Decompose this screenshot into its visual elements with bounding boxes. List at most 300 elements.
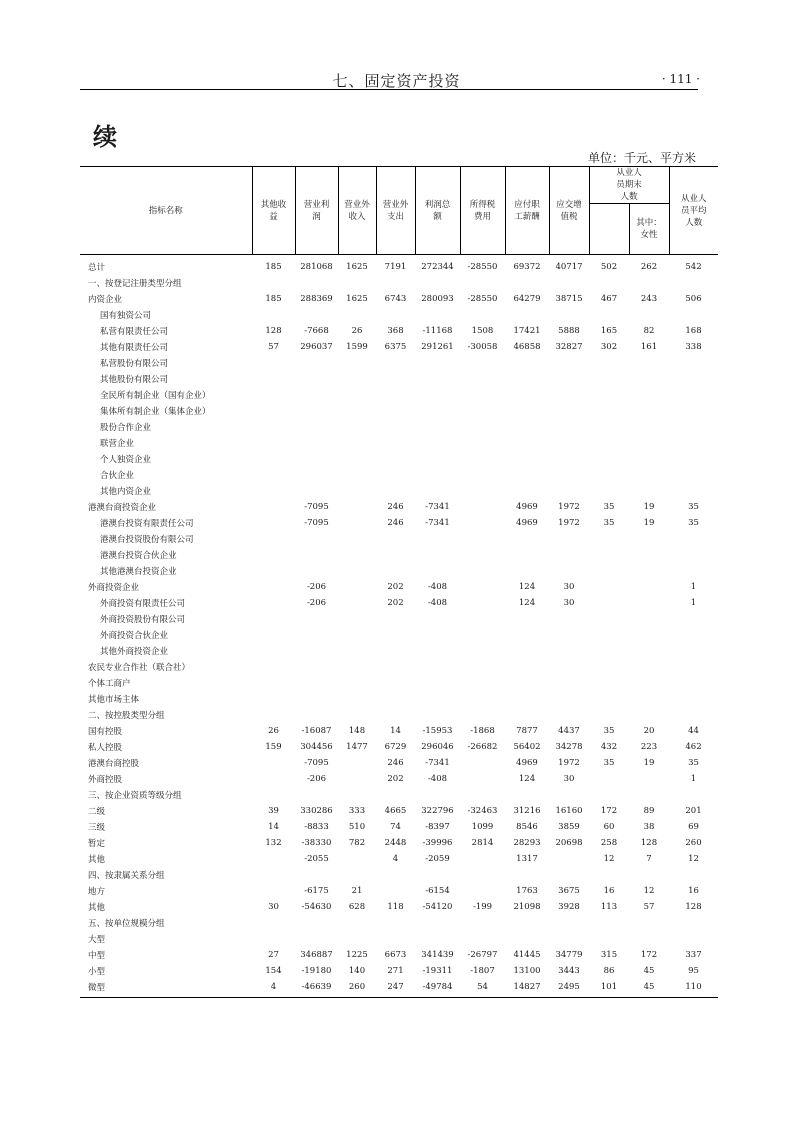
table-cell: [589, 579, 629, 595]
table-cell: [629, 627, 669, 643]
table-cell: [338, 563, 376, 579]
table-row: [80, 371, 718, 387]
table-cell: 223: [640, 742, 658, 752]
table-cell: [549, 547, 589, 563]
table-cell: 258: [600, 838, 618, 848]
table-cell: [505, 563, 549, 579]
table-cell: 337: [685, 950, 702, 960]
table-cell: 281068: [295, 255, 338, 276]
table-cell: 128: [640, 838, 658, 848]
table-row: [80, 915, 718, 931]
table-cell: [669, 611, 718, 627]
table-cell: [376, 867, 415, 883]
table-cell: [415, 675, 460, 691]
table-cell: -7341: [425, 518, 450, 528]
table-cell: [376, 547, 415, 563]
table-cell: [338, 355, 376, 371]
section-title: 七、固定资产投资: [332, 72, 461, 90]
table-cell: [669, 419, 718, 435]
table-cell: [669, 483, 718, 499]
table-cell: [460, 371, 505, 387]
table-cell: 1972: [558, 502, 580, 512]
table-cell: [376, 419, 415, 435]
table-cell: [338, 915, 376, 931]
table-cell: 57: [643, 902, 655, 912]
table-cell: 4969: [516, 518, 538, 528]
table-cell: [589, 547, 629, 563]
table-cell: 110: [669, 979, 718, 998]
table-cell: 124: [518, 774, 536, 784]
table-cell: 35: [688, 518, 699, 528]
table-cell: [295, 387, 338, 403]
row-label: 中型: [88, 951, 106, 961]
table-cell: 432: [600, 742, 618, 752]
col-header-payroll: 应付职 工薪酬: [505, 167, 549, 255]
table-cell: [505, 787, 549, 803]
table-cell: -32463: [467, 806, 498, 816]
table-cell: 288369: [300, 294, 333, 304]
table-row: [80, 835, 718, 851]
table-cell: 1972: [558, 758, 580, 768]
table-cell: 4437: [558, 726, 580, 736]
row-label: 农民专业合作社（联合社）: [88, 663, 191, 673]
table-cell: 1317: [516, 854, 538, 864]
table-cell: [415, 547, 460, 563]
table-cell: [415, 931, 460, 947]
row-label: 其他股份有限公司: [100, 375, 169, 385]
table-cell: [629, 307, 669, 323]
table-cell: [338, 675, 376, 691]
table-cell: [415, 787, 460, 803]
table-row: [80, 867, 718, 883]
table-cell: [460, 867, 505, 883]
table-cell: [376, 307, 415, 323]
table-cell: 2495: [549, 979, 589, 998]
table-cell: [338, 867, 376, 883]
table-cell: [252, 483, 295, 499]
table-cell: [549, 851, 589, 867]
row-label: 股份合作企业: [100, 423, 152, 433]
col-header-operating-profit: 营业利 润: [295, 167, 338, 255]
table-cell: 1: [690, 598, 697, 608]
table-cell: 31216: [513, 806, 541, 816]
table-cell: [376, 531, 415, 547]
table-cell: [589, 563, 629, 579]
table-cell: [338, 515, 376, 531]
table-cell: [415, 371, 460, 387]
table-cell: -30058: [467, 342, 498, 352]
table-cell: [295, 275, 338, 291]
table-cell: [376, 915, 415, 931]
table-cell: [338, 611, 376, 627]
table-cell: [549, 451, 589, 467]
table-cell: [549, 467, 589, 483]
table-cell: -16087: [301, 726, 332, 736]
table-cell: [669, 691, 718, 707]
table-cell: [589, 611, 629, 627]
table-cell: 57: [268, 342, 279, 352]
table-cell: -7341: [425, 502, 450, 512]
table-cell: [252, 595, 295, 611]
table-cell: 260: [338, 979, 376, 998]
table-cell: 462: [685, 742, 702, 752]
table-cell: [252, 643, 295, 659]
table-cell: 165: [600, 326, 618, 336]
table-cell: -46639: [295, 979, 338, 998]
table-cell: [460, 531, 505, 547]
table-cell: [338, 851, 376, 867]
table-cell: -28550: [467, 294, 498, 304]
table-cell: [252, 275, 295, 291]
table-cell: [252, 627, 295, 643]
table-cell: [252, 659, 295, 675]
table-cell: 1763: [516, 886, 538, 896]
table-cell: [460, 707, 505, 723]
table-cell: [295, 691, 338, 707]
table-cell: 202: [387, 774, 404, 784]
table-cell: 506: [685, 294, 702, 304]
table-row: [80, 819, 718, 835]
row-label: 其他市场主体: [88, 695, 140, 705]
table-cell: 2814: [471, 838, 494, 848]
table-cell: 35: [603, 502, 615, 512]
table-cell: [252, 563, 295, 579]
table-cell: 201: [685, 806, 702, 816]
col-header-employees-avg: 从业人 员平均 人数: [669, 167, 718, 255]
table-cell: 35: [688, 758, 699, 768]
table-cell: [460, 675, 505, 691]
table-cell: 202: [387, 598, 404, 608]
table-cell: 262: [629, 255, 669, 276]
table-row: [80, 931, 718, 947]
table-cell: 296037: [300, 342, 333, 352]
table-cell: 45: [629, 979, 669, 998]
col-header-vat: 应交增 值税: [549, 167, 589, 255]
table-cell: [376, 387, 415, 403]
table-cell: [295, 787, 338, 803]
table-cell: 1477: [346, 742, 368, 752]
row-label: 五、按单位规模分组: [88, 919, 165, 929]
table-cell: 6743: [384, 294, 407, 304]
row-label: 集体所有制企业（集体企业）: [100, 407, 211, 417]
table-cell: 35: [688, 502, 699, 512]
table-cell: 118: [387, 902, 404, 912]
row-label: 港澳台投资股份有限公司: [100, 535, 194, 545]
table-cell: 12: [643, 886, 655, 896]
table-cell: [669, 627, 718, 643]
table-cell: [629, 275, 669, 291]
row-label: 外商投资股份有限公司: [100, 615, 186, 625]
table-cell: [252, 355, 295, 371]
table-cell: 19: [643, 518, 655, 528]
table-cell: [460, 851, 505, 867]
table-cell: [589, 931, 629, 947]
table-cell: 246: [387, 518, 404, 528]
table-cell: 1508: [471, 326, 494, 336]
table-cell: 322796: [421, 806, 454, 816]
table-cell: [376, 707, 415, 723]
statistics-table: [80, 166, 718, 998]
table-cell: 330286: [300, 806, 333, 816]
table-cell: [460, 595, 505, 611]
table-row: [80, 547, 718, 563]
table-cell: [629, 675, 669, 691]
table-cell: [338, 659, 376, 675]
table-cell: [589, 435, 629, 451]
table-cell: 14: [390, 726, 401, 736]
table-cell: [589, 595, 629, 611]
table-cell: -19180: [301, 966, 332, 976]
table-cell: [629, 867, 669, 883]
table-cell: [589, 915, 629, 931]
table-cell: [338, 387, 376, 403]
table-cell: [338, 531, 376, 547]
table-cell: [252, 307, 295, 323]
table-cell: -2059: [425, 854, 450, 864]
table-cell: 542: [669, 255, 718, 276]
col-header-female: 其中： 女性: [629, 204, 669, 255]
table-cell: -199: [472, 902, 493, 912]
table-cell: [589, 483, 629, 499]
table-cell: [549, 643, 589, 659]
table-row: [80, 899, 718, 915]
table-cell: [460, 611, 505, 627]
table-row: [80, 723, 718, 739]
table-cell: -2055: [304, 854, 329, 864]
row-label: 四、按隶属关系分组: [88, 871, 165, 881]
table-row: [80, 771, 718, 787]
table-cell: [589, 707, 629, 723]
table-cell: [252, 371, 295, 387]
table-cell: 1972: [558, 518, 580, 528]
table-cell: [629, 931, 669, 947]
table-cell: [295, 611, 338, 627]
table-row: [80, 467, 718, 483]
table-cell: 19: [643, 502, 655, 512]
table-cell: [376, 355, 415, 371]
table-cell: [338, 307, 376, 323]
row-label: 三、按企业资质等级分组: [88, 791, 182, 801]
row-label: 港澳台投资有限责任公司: [100, 519, 194, 529]
table-cell: [460, 643, 505, 659]
table-cell: 30: [563, 774, 575, 784]
table-cell: 185: [252, 255, 295, 276]
table-cell: 20: [643, 726, 655, 736]
table-cell: [376, 627, 415, 643]
table-cell: [460, 307, 505, 323]
table-cell: [589, 771, 629, 787]
table-cell: [338, 595, 376, 611]
table-cell: [252, 403, 295, 419]
table-cell: [669, 659, 718, 675]
table-cell: -7341: [425, 758, 450, 768]
table-cell: [415, 563, 460, 579]
table-cell: [415, 435, 460, 451]
table-cell: [415, 611, 460, 627]
table-cell: [252, 755, 295, 771]
table-cell: [589, 307, 629, 323]
table-cell: 32827: [555, 342, 583, 352]
table-cell: -8397: [425, 822, 450, 832]
table-cell: [295, 419, 338, 435]
row-label: 个体工商户: [88, 679, 131, 689]
table-cell: 95: [688, 966, 699, 976]
table-cell: [629, 531, 669, 547]
table-cell: [338, 371, 376, 387]
table-cell: [415, 403, 460, 419]
table-cell: -408: [427, 582, 448, 592]
table-cell: -8833: [304, 822, 329, 832]
col-header-employees-end: 从业人 员期末 人数: [589, 167, 669, 204]
table-cell: [252, 531, 295, 547]
table-row: [80, 531, 718, 547]
table-cell: [549, 675, 589, 691]
table-cell: [629, 435, 669, 451]
table-cell: [589, 355, 629, 371]
table-cell: [549, 915, 589, 931]
table-cell: 82: [643, 326, 655, 336]
table-row: [80, 275, 718, 291]
header-divider: [80, 89, 698, 90]
table-cell: [252, 387, 295, 403]
table-cell: 3675: [558, 886, 580, 896]
table-cell: [629, 419, 669, 435]
table-cell: [295, 915, 338, 931]
table-cell: 7877: [516, 726, 538, 736]
table-cell: [338, 483, 376, 499]
table-cell: [295, 707, 338, 723]
table-row: [80, 851, 718, 867]
table-row: [80, 403, 718, 419]
table-cell: [669, 531, 718, 547]
continued-label: 续: [93, 122, 117, 151]
table-cell: 38715: [555, 294, 583, 304]
table-cell: [629, 771, 669, 787]
table-cell: -54120: [422, 902, 453, 912]
table-cell: [589, 371, 629, 387]
table-cell: [549, 419, 589, 435]
row-label: 外商投资有限责任公司: [100, 599, 186, 609]
row-label: 其他: [88, 855, 106, 865]
table-cell: [338, 403, 376, 419]
table-cell: [376, 659, 415, 675]
table-cell: 7191: [376, 255, 415, 276]
table-cell: 2448: [384, 838, 407, 848]
table-cell: [629, 371, 669, 387]
row-label: 三级: [88, 823, 106, 833]
table-cell: 69372: [505, 255, 549, 276]
table-cell: [415, 419, 460, 435]
row-label: 个人独资企业: [100, 455, 152, 465]
table-cell: 12: [688, 854, 699, 864]
table-cell: [549, 707, 589, 723]
table-cell: [415, 707, 460, 723]
table-cell: [505, 915, 549, 931]
table-cell: [629, 355, 669, 371]
table-cell: -6154: [425, 886, 450, 896]
row-label: 外商投资企业: [88, 583, 140, 593]
col-header-total-profit: 利润总 额: [415, 167, 460, 255]
table-cell: [589, 675, 629, 691]
table-cell: -54630: [301, 902, 332, 912]
table-cell: [549, 563, 589, 579]
row-label: 其他外商投资企业: [100, 647, 169, 657]
table-cell: [629, 547, 669, 563]
table-cell: 338: [685, 342, 702, 352]
table-cell: [252, 419, 295, 435]
table-cell: 315: [600, 950, 618, 960]
table-cell: 69: [688, 822, 699, 832]
table-cell: [460, 883, 505, 899]
row-label: 全民所有制企业（国有企业）: [100, 391, 211, 401]
table-cell: 782: [348, 838, 366, 848]
table-row: [80, 419, 718, 435]
table-cell: [338, 643, 376, 659]
col-header-income-tax: 所得税 费用: [460, 167, 505, 255]
table-cell: [295, 483, 338, 499]
table-cell: 28293: [513, 838, 541, 848]
table-cell: -26797: [467, 950, 498, 960]
table-cell: [252, 515, 295, 531]
col-header-non-op-expense: 营业外 支出: [376, 167, 415, 255]
table-cell: [415, 307, 460, 323]
table-cell: [549, 611, 589, 627]
table-cell: [629, 691, 669, 707]
table-cell: [629, 611, 669, 627]
table-row: [80, 963, 718, 979]
table-cell: [669, 547, 718, 563]
table-cell: [505, 643, 549, 659]
table-cell: [295, 451, 338, 467]
table-cell: 161: [640, 342, 658, 352]
table-cell: [505, 371, 549, 387]
table-cell: [549, 307, 589, 323]
table-cell: 260: [685, 838, 702, 848]
table-cell: [460, 771, 505, 787]
table-cell: [460, 691, 505, 707]
table-cell: [376, 787, 415, 803]
table-cell: [252, 883, 295, 899]
table-cell: 34278: [555, 742, 583, 752]
table-cell: [338, 707, 376, 723]
table-cell: [376, 675, 415, 691]
table-cell: [669, 915, 718, 931]
table-cell: [629, 483, 669, 499]
table-cell: 243: [640, 294, 658, 304]
table-cell: [549, 931, 589, 947]
table-cell: 89: [643, 806, 655, 816]
table-cell: [549, 371, 589, 387]
table-cell: [629, 563, 669, 579]
table-cell: [252, 691, 295, 707]
table-cell: [460, 579, 505, 595]
table-cell: 64279: [513, 294, 541, 304]
table-cell: [295, 467, 338, 483]
table-cell: [376, 643, 415, 659]
table-cell: [669, 307, 718, 323]
table-cell: [505, 931, 549, 947]
table-cell: [549, 531, 589, 547]
table-cell: 304456: [300, 742, 333, 752]
table-cell: [252, 451, 295, 467]
row-label: 微型: [80, 979, 252, 998]
row-label: 国有控股: [88, 727, 123, 737]
table-cell: [252, 611, 295, 627]
table-cell: [589, 531, 629, 547]
table-cell: [415, 531, 460, 547]
row-label: 私营有限责任公司: [100, 327, 169, 337]
table-cell: [338, 579, 376, 595]
